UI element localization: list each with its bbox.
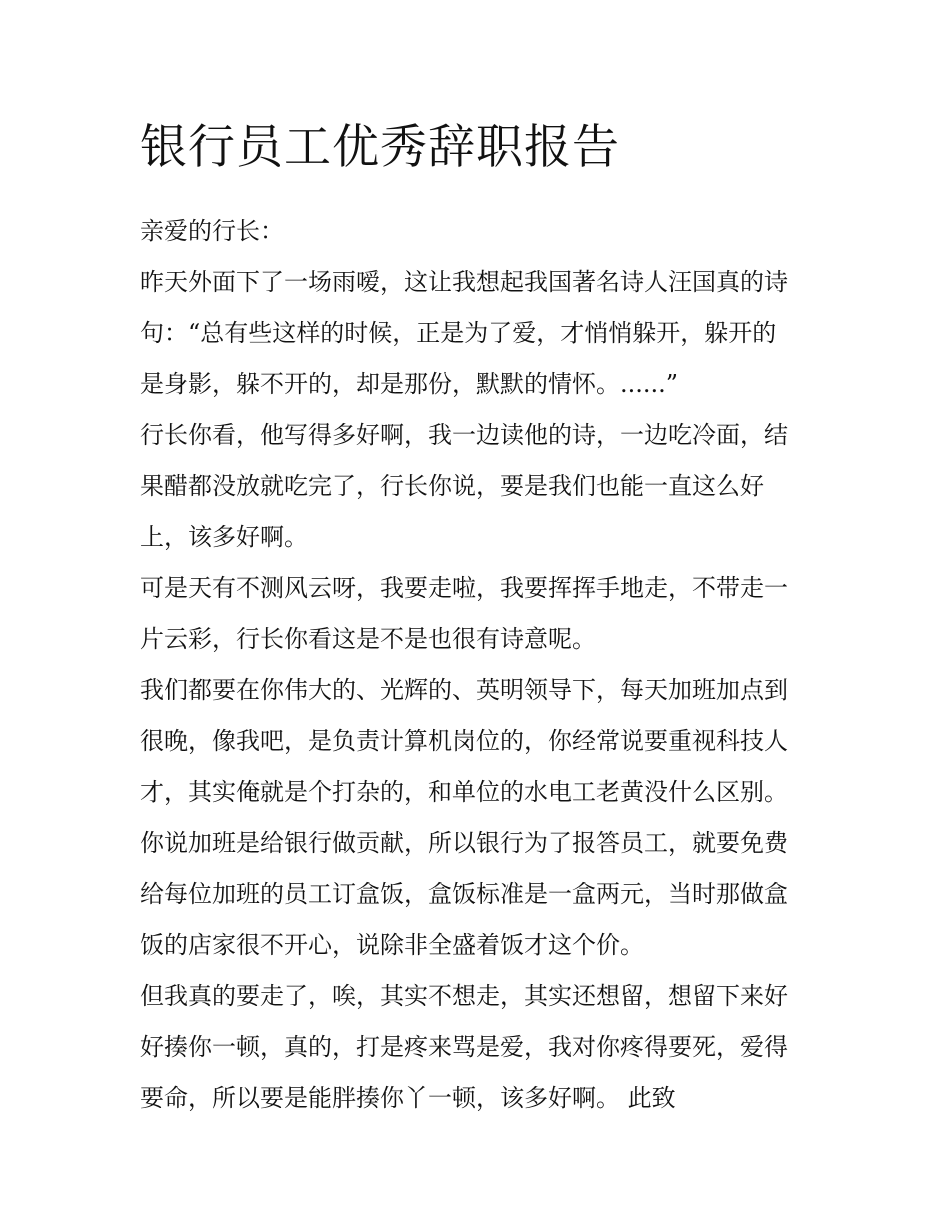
body-line: 饭的店家很不开心，说除非全盛着饭才这个价。 xyxy=(140,931,644,959)
body-line: 果醋都没放就吃完了，行长你说，要是我们也能一直这么好 xyxy=(140,472,764,500)
salutation-line: 亲爱的行长： xyxy=(140,217,284,245)
body-line: 昨天外面下了一场雨嗳，这让我想起我国著名诗人汪国真的诗 xyxy=(140,268,788,296)
body-line: 好揍你一顿，真的，打是疼来骂是爱，我对你疼得要死，爱得 xyxy=(140,1033,788,1061)
body-line: 才，其实俺就是个打杂的，和单位的水电工老黄没什么区别。 xyxy=(140,778,788,806)
body-line: 行长你看，他写得多好啊，我一边读他的诗，一边吃冷面，结 xyxy=(140,421,788,449)
body-line: 但我真的要走了，唉，其实不想走，其实还想留，想留下来好 xyxy=(140,982,788,1010)
document-body xyxy=(140,206,820,1124)
body-line: 片云彩，行长你看这是不是也很有诗意呢。 xyxy=(140,625,596,653)
body-line: 可是天有不测风云呀，我要走啦，我要挥挥手地走，不带走一 xyxy=(140,574,788,602)
closing-line: 要命，所以要是能胖揍你丫一顿，该多好啊。 此致 xyxy=(140,1084,676,1112)
body-line: 你说加班是给银行做贡献，所以银行为了报答员工，就要免费 xyxy=(140,829,788,857)
document-title: 银行员工优秀辞职报告 xyxy=(140,120,620,175)
body-line: 很晚，像我吧，是负责计算机岗位的，你经常说要重视科技人 xyxy=(140,727,788,755)
body-line: 我们都要在你伟大的、光辉的、英明领导下，每天加班加点到 xyxy=(140,676,788,704)
document-page xyxy=(140,118,820,1124)
body-line: 给每位加班的员工订盒饭，盒饭标准是一盒两元，当时那做盒 xyxy=(140,880,788,908)
body-line: 上，该多好啊。 xyxy=(140,523,308,551)
body-line: 句：“总有些这样的时候，正是为了爱，才悄悄躲开，躲开的 xyxy=(140,319,777,347)
body-line: 是身影，躲不开的，却是那份，默默的情怀。......” xyxy=(140,370,679,398)
